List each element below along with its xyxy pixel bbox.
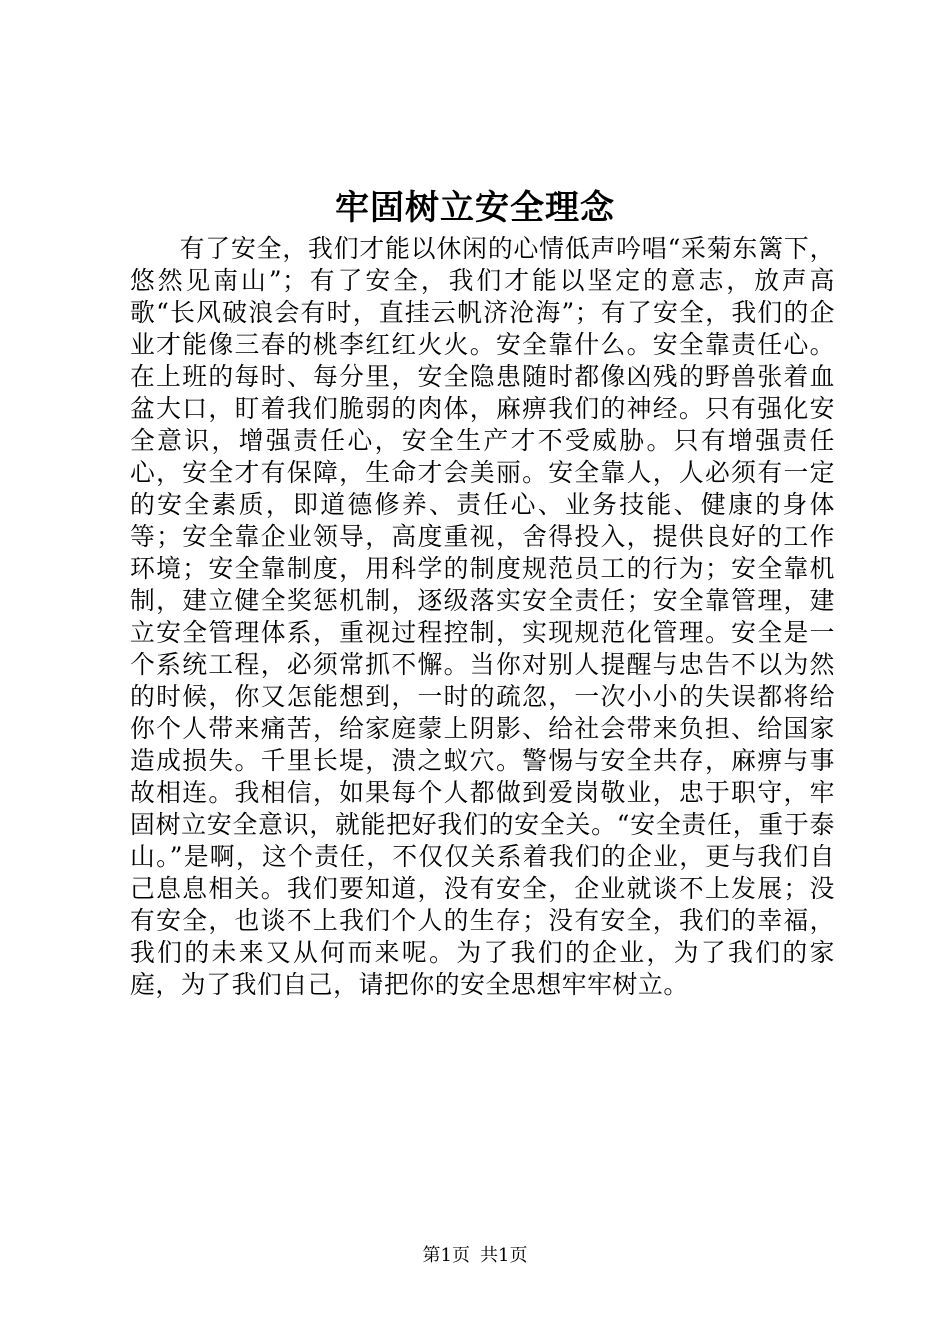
page-number-total: 共1页 [480, 1245, 528, 1266]
document-title: 牢固树立安全理念 [335, 188, 615, 228]
page-number-current: 第1页 [422, 1245, 470, 1266]
page-footer [0, 1244, 950, 1268]
document-body-paragraph: 有了安全，我们才能以休闲的心情低声吟唱“采菊东篱下，悠然见南山”；有了安全，我们才能以坚定的意志，放声高歌“长风破浪会有时，直挂云帆济沧海”；有了安全，我们的企业才能像三春的桃李红红火火。安全靠什么。安全靠责任心。在上班的每时、每分里，安全隐患随时都像凶残的野兽张着血盆大口，盯着我们脆弱的肉体，麻痹我们的神经。只有强化安全意识，增强责任心，安全生产才不受威胁。只有增强责任心，安全才有保障，生命才会美丽。安全靠人，人必须有一定的安全素质，即道德修养、责任心、业务技能、健康的身体等；安全靠企业领导，高度重视，舍得投入，提供良好的工作环境；安全靠制度，用科学的制度规范员工的行为；安全靠机制，建立健全奖惩机制，逐级落实安全责任；安全靠管理，建立安全管理体系，重视过程控制，实现规范化管理。安全是一个系统工程，必须常抓不懈。当你对别人提醒与忠告不以为然的时候，你又怎能想到，一时的疏忽，一次小小的失误都将给你个人带来痛苦，给家庭蒙上阴影、给社会带来负担、给国家造成损失。千里长堤，溃之蚁穴。警惕与安全共存，麻痹与事故相连。我相信，如果每个人都做到爱岗敬业，忠于职守，牢固树立安全意识，就能把好我们的安全关。“安全责任，重于泰山。”是啊，这个责任，不仅仅关系着我们的企业，更与我们自己息息相关。我们要知道，没有安全，企业就谈不上发展；没有安全，也谈不上我们个人的生存；没有安全，我们的幸福，我们的未来又从何而来呢。为了我们的企业，为了我们的家庭，为了我们自己，请把你的安全思想牢牢树立。 [130, 234, 835, 999]
